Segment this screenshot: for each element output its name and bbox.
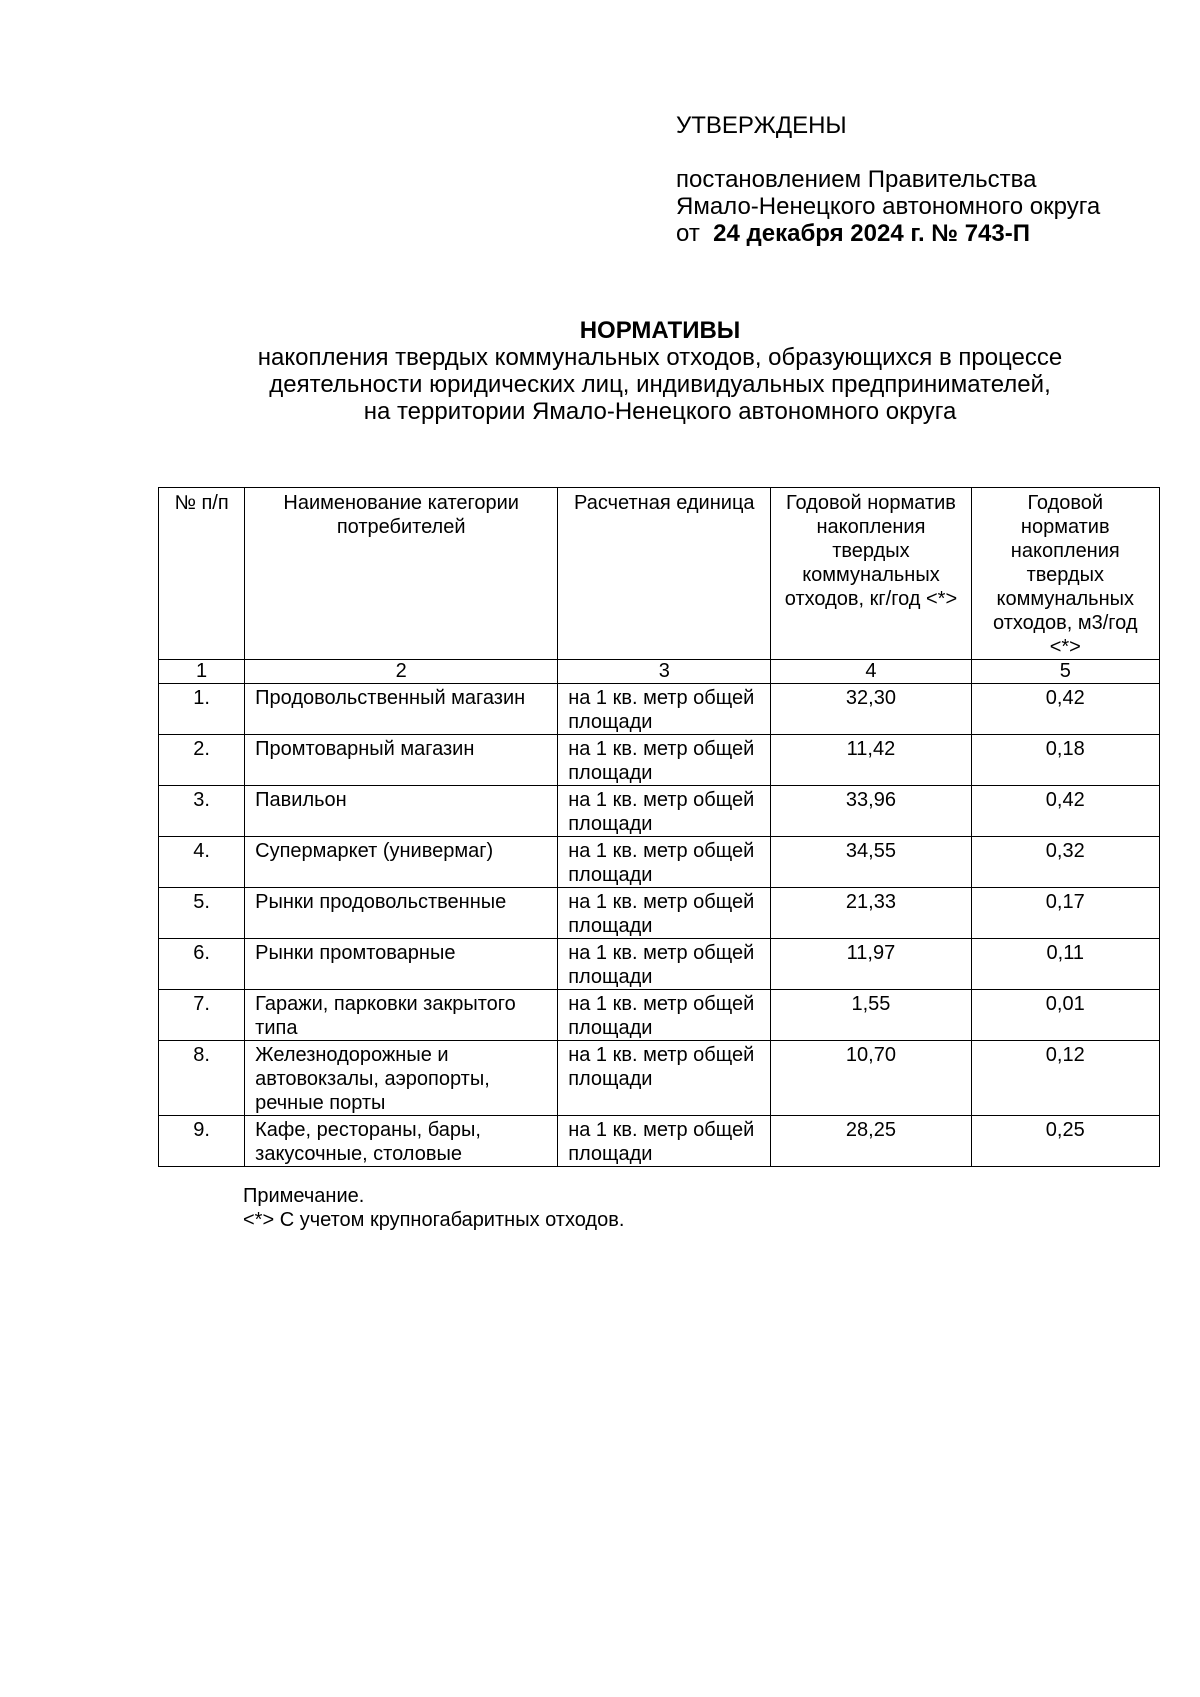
row-norm-m3: 0,12 [971,1041,1159,1116]
norms-table [158,487,1160,1167]
row-category: Супермаркет (универмаг) [245,837,558,888]
row-norm-kg: 21,33 [771,888,971,939]
table-row [159,735,1160,786]
row-number: 5. [159,888,245,939]
column-number: 1 [159,660,245,684]
table-row [159,684,1160,735]
row-norm-m3: 0,18 [971,735,1159,786]
table-row [159,1041,1160,1116]
document-subtitle-line-1: накопления твердых коммунальных отходов, образующихся в процессе [257,344,1063,371]
row-norm-kg: 32,30 [771,684,971,735]
table-header-row [159,488,1160,660]
table-row [159,939,1160,990]
row-number: 1. [159,684,245,735]
row-norm-kg: 33,96 [771,786,971,837]
note-text: <*> С учетом крупногабаритных отходов. [243,1209,625,1231]
column-number-row [159,660,1160,684]
table-row [159,990,1160,1041]
document-title-block [160,317,1160,425]
approval-date-prefix: от [676,220,700,247]
row-norm-kg: 34,55 [771,837,971,888]
row-unit: на 1 кв. метр общей площади [558,735,771,786]
row-norm-m3: 0,11 [971,939,1159,990]
row-number: 7. [159,990,245,1041]
row-norm-m3: 0,17 [971,888,1159,939]
table-row [159,1116,1160,1167]
row-category: Железнодорожные и автовокзалы, аэропорты, речные порты [245,1041,558,1116]
row-number: 9. [159,1116,245,1167]
document-title: НОРМАТИВЫ [579,317,741,344]
row-number: 8. [159,1041,245,1116]
row-norm-kg: 11,97 [771,939,971,990]
header-category: Наименование категории потребителей [245,488,558,660]
document-subtitle-line-3: на территории Ямало-Ненецкого автономного округа [363,398,957,425]
row-norm-kg: 10,70 [771,1041,971,1116]
row-unit: на 1 кв. метр общей площади [558,1041,771,1116]
row-norm-m3: 0,42 [971,786,1159,837]
row-category: Рынки продовольственные [245,888,558,939]
row-category: Рынки промтоварные [245,939,558,990]
approval-date-line [676,220,1176,247]
note-block [243,1184,624,1232]
row-unit: на 1 кв. метр общей площади [558,1116,771,1167]
note-label: Примечание. [243,1185,365,1207]
approval-block [676,112,1176,247]
approval-line-2: Ямало-Ненецкого автономного округа [676,193,1101,220]
row-category: Кафе, рестораны, бары, закусочные, столовые [245,1116,558,1167]
header-norm-m3: Годовой норматив накопления твердых коммунальных отходов, м3/год <*> [971,488,1159,660]
row-number: 2. [159,735,245,786]
document-subtitle-line-2: деятельности юридических лиц, индивидуальных предпринимателей, [269,371,1051,398]
row-number: 6. [159,939,245,990]
row-number: 4. [159,837,245,888]
row-unit: на 1 кв. метр общей площади [558,684,771,735]
approval-title: УТВЕРЖДЕНЫ [676,112,847,139]
row-category: Павильон [245,786,558,837]
column-number: 5 [971,660,1159,684]
header-unit: Расчетная единица [558,488,771,660]
header-number: № п/п [159,488,245,660]
row-unit: на 1 кв. метр общей площади [558,939,771,990]
row-norm-kg: 11,42 [771,735,971,786]
row-category: Продовольственный магазин [245,684,558,735]
row-unit: на 1 кв. метр общей площади [558,837,771,888]
row-norm-kg: 1,55 [771,990,971,1041]
row-norm-m3: 0,01 [971,990,1159,1041]
table-row [159,888,1160,939]
row-norm-m3: 0,32 [971,837,1159,888]
table-row [159,837,1160,888]
approval-line-1: постановлением Правительства [676,166,1037,193]
approval-date: 24 декабря 2024 г. № 743-П [713,220,1030,247]
row-category: Гаражи, парковки закрытого типа [245,990,558,1041]
row-norm-m3: 0,42 [971,684,1159,735]
column-number: 3 [558,660,771,684]
row-unit: на 1 кв. метр общей площади [558,786,771,837]
row-unit: на 1 кв. метр общей площади [558,990,771,1041]
header-norm-kg: Годовой норматив накопления твердых коммунальных отходов, кг/год <*> [771,488,971,660]
column-number: 4 [771,660,971,684]
row-category: Промтоварный магазин [245,735,558,786]
row-norm-m3: 0,25 [971,1116,1159,1167]
column-number: 2 [245,660,558,684]
table-row [159,786,1160,837]
row-number: 3. [159,786,245,837]
row-unit: на 1 кв. метр общей площади [558,888,771,939]
row-norm-kg: 28,25 [771,1116,971,1167]
